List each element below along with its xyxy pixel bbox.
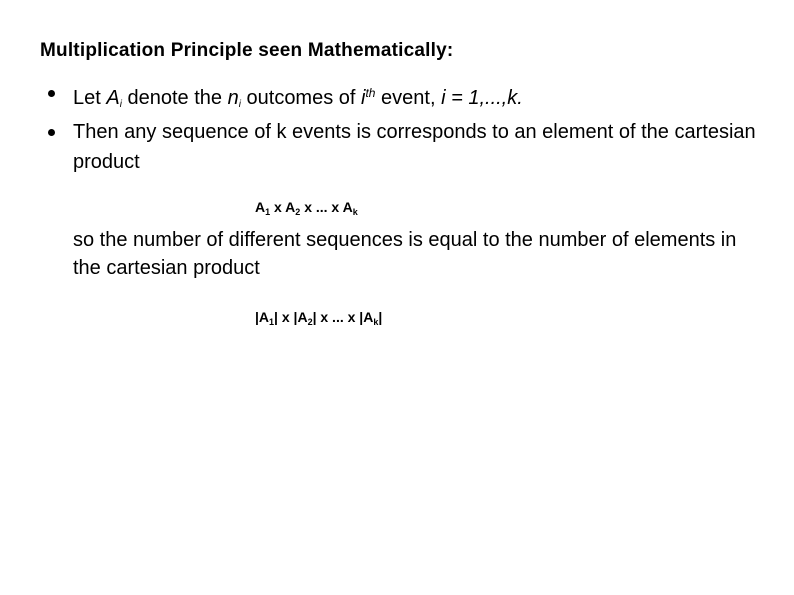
subscript-i: i	[238, 99, 241, 110]
formula-term: |A	[255, 309, 270, 325]
symbol-i: i	[361, 87, 366, 109]
formula-subscript: 1	[269, 317, 275, 327]
text-let: Let	[73, 87, 107, 109]
text-event: event,	[375, 87, 442, 109]
formula-term: |	[378, 309, 383, 325]
symbol-n: n	[227, 87, 239, 109]
formula-term: A	[255, 199, 266, 215]
slide-title: Multiplication Principle seen Mathematically:	[40, 40, 454, 61]
subscript-i: i	[119, 99, 122, 110]
formula-subscript: 2	[295, 207, 301, 217]
formula-term: x ... x A	[300, 199, 353, 215]
text-denote: denote the	[121, 87, 228, 109]
bullet-text	[73, 78, 763, 120]
explanation-paragraph: so the number of different sequences is equal to the number of elements in the cartesian product	[73, 229, 737, 279]
index-range: i = 1,...,k.	[441, 87, 523, 109]
symbol-a: A	[106, 87, 120, 109]
formula-term: | x |A	[274, 309, 308, 325]
formula-subscript: 1	[265, 207, 271, 217]
bullet-dot-icon	[48, 90, 55, 97]
bullet-dot-icon	[48, 129, 55, 136]
formula-subscript: k	[352, 207, 358, 217]
cartesian-product-formula	[255, 199, 358, 217]
formula-subscript: 2	[307, 317, 313, 327]
bullet-text: Then any sequence of k events is corresponds to an element of the cartesian product	[73, 121, 756, 173]
formula-subscript: k	[373, 317, 379, 327]
text-outcomes: outcomes of	[240, 87, 362, 109]
superscript-th: th	[365, 86, 376, 100]
formula-term: x A	[270, 199, 296, 215]
formula-term: | x ... x |A	[312, 309, 374, 325]
cardinality-product-formula	[255, 309, 382, 327]
